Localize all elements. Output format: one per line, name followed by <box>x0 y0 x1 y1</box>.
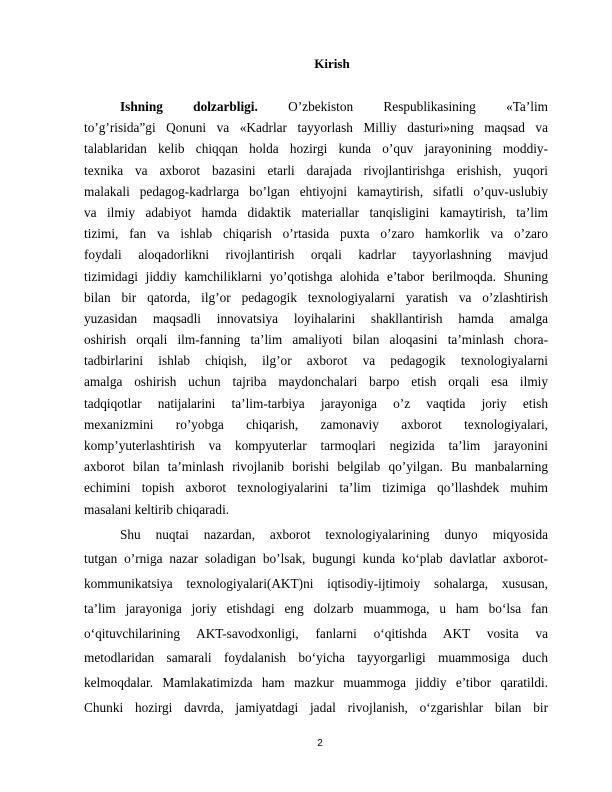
paragraph-2 <box>84 523 548 721</box>
text-line <box>84 96 548 117</box>
text-line: bilan bir qatorda, ilg’or pedagogik texnologiyalarni yaratish va o’zlashtirish <box>84 289 548 305</box>
text-line: talablaridan kelib chiqqan holda hozirgi kunda o’quv jarayonining moddiy- <box>84 141 548 157</box>
text-line-content: Shu nuqtai nazardan, axborot texnologiyalarining dunyo miqyosida <box>120 526 548 542</box>
text-line: oshirish orqali ilm-fanning ta’lim amaliyoti bilan aloqasini ta’minlash chora- <box>84 332 548 348</box>
text-line: texnika va axborot bazasini etarli darajada rivojlantirishga erishish, yuqori <box>84 162 548 178</box>
text-line: ta’lim jarayoniga joriy etishdagi eng dolzarb muammoga, u ham bo‘lsa fan <box>84 600 548 616</box>
text-line: tizimi, fan va ishlab chiqarish o’rtasida puxta o’zaro hamkorlik va o’zaro <box>84 226 548 242</box>
text-line: tadbirlarini ishlab chiqish, ilg’or axborot va pedagogik texnologiyalarni <box>84 353 548 369</box>
text-line: amalga oshirish uchun tajriba maydonchalari barpo etish orqali esa ilmiy <box>84 374 548 390</box>
section-lead: Ishning dolzarbligi. <box>120 99 258 114</box>
paragraph-1 <box>84 96 548 520</box>
text-line: va ilmiy adabiyot hamda didaktik materiallar tanqisligini kamaytirish, ta’lim <box>84 204 548 220</box>
body-text <box>84 96 548 720</box>
text-line: mexanizmini ro’yobga chiqarish, zamonaviy axborot texnologiyalari, <box>84 416 548 432</box>
text-line: to’g’risida”gi Qonuni va «Kadrlar tayyorlash Milliy dasturi»ning maqsad va <box>84 120 548 136</box>
text-line: tutgan o’rniga nazar soladigan bo’lsak, bugungi kunda ko‘plab davlatlar axborot- <box>84 551 548 567</box>
text-line: tadqiqotlar natijalarini ta’lim-tarbiya jarayoniga o’z vaqtida joriy etish <box>84 395 548 411</box>
text-line: Chunki hozirgi davrda, jamiyatdagi jadal rivojlanish, o‘zgarishlar bilan bir <box>84 699 548 715</box>
text-line: kommunikatsiya texnologiyalari(AKT)ni iqtisodiy-ijtimoiy sohalarga, xususan, <box>84 576 548 592</box>
text-line <box>84 523 548 548</box>
text-line: yuzasidan maqsadli innovatsiya loyihalarini shakllantirish hamda amalga <box>84 310 548 326</box>
text-line: o‘qituvchilarining AKT-savodxonligi, fanlarni o‘qitishda AKT vosita va <box>84 625 548 641</box>
text-line: malakali pedagog-kadrlarga bo’lgan ehtiyojni kamaytirish, sifatli o’quv-uslubiy <box>84 183 548 199</box>
text-line: foydali aloqadorlikni rivojlantirish orqali kadrlar tayyorlashning mavjud <box>84 247 548 263</box>
text-line: tizimidagi jiddiy kamchiliklarni yo’qotishga alohida e’tabor berilmoqda. Shuning <box>84 268 548 284</box>
text-line: komp’yuterlashtirish va kompyuterlar tarmoqlari negizida ta’lim jarayonini <box>84 438 548 453</box>
text-line: metodlaridan samarali foydalanish bo‘yicha tayyorgarligi muammosiga duch <box>84 650 548 666</box>
text-line: masalani keltirib chiqaradi. <box>84 501 230 517</box>
page-number: 2 <box>317 738 323 749</box>
page-title: Kirish <box>314 56 350 71</box>
text-line-content: O’zbekiston Respublikasining «Ta’lim <box>257 99 548 114</box>
text-line: axborot bilan ta’minlash rivojlanib borishi belgilab qo’yilgan. Bu manbalarning <box>84 459 548 475</box>
text-line: kelmoqdalar. Mamlakatimizda ham mazkur muammoga jiddiy e’tibor qaratildi. <box>84 674 548 690</box>
text-line: echimini topish axborot texnologiyalarini ta’lim tizimiga qo’llashdek muhim <box>84 480 548 496</box>
